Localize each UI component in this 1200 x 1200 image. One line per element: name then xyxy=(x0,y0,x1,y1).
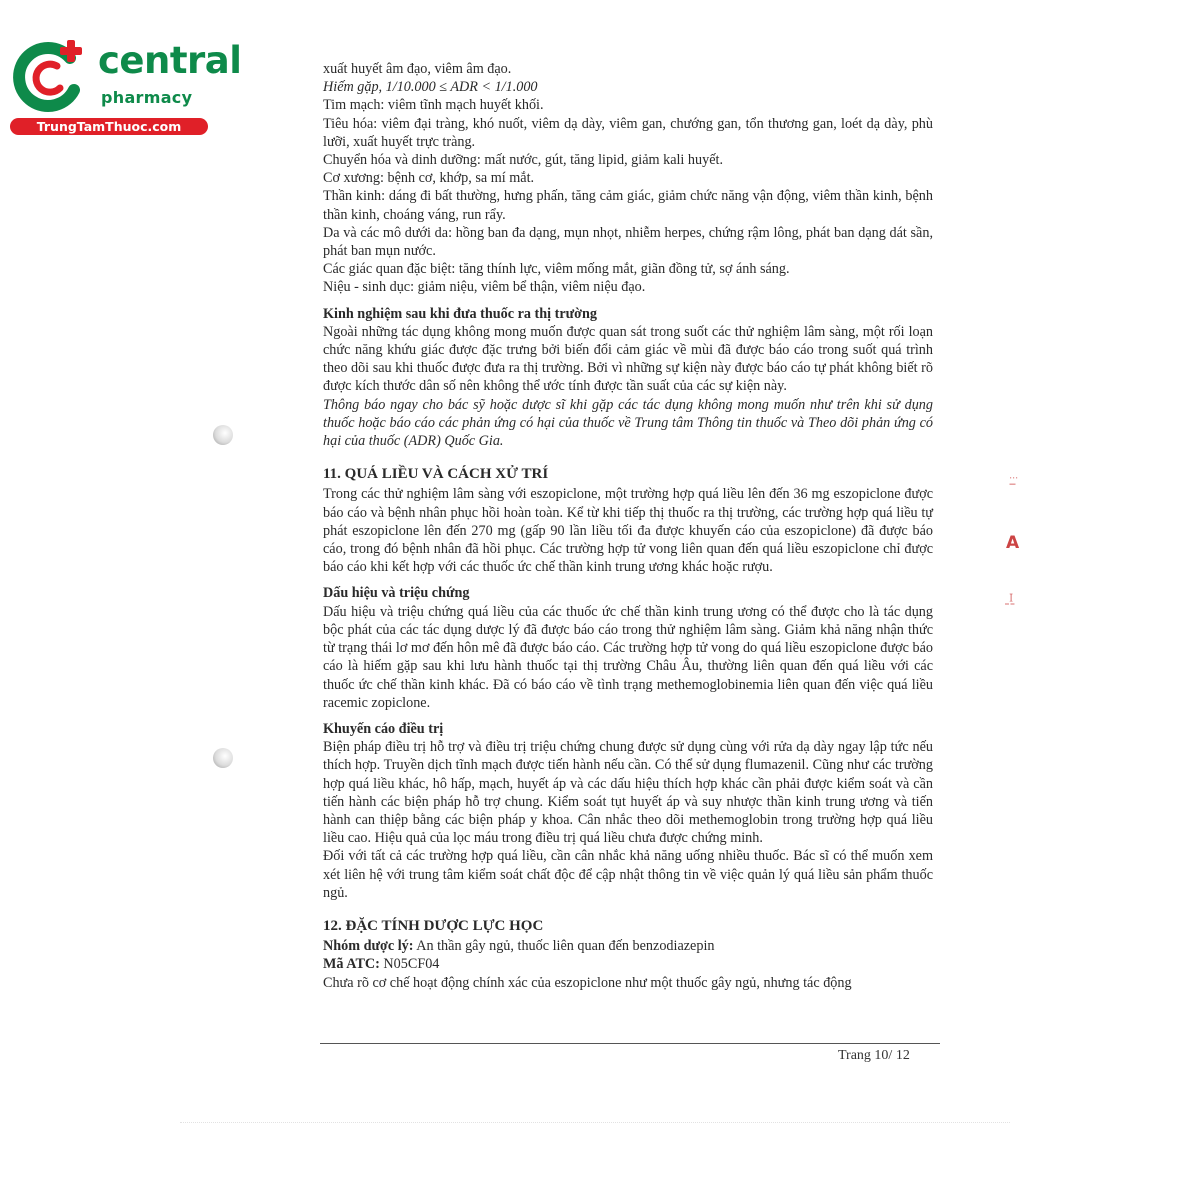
subheading-postmarket: Kinh nghiệm sau khi đưa thuốc ra thị trường xyxy=(323,305,598,322)
paragraph: Biện pháp điều trị hỗ trợ và điều trị triệu chứng chung được sử dụng cùng với rửa dạ dày ngay lập tức nếu thích hợp. Truyền dịch tĩnh mạch được tiến hành nếu cần. Có thể sử dụng flumazenil. Cũng như các trường hợp quá liều khác, hô hấp, mạch, huyết áp và các dấu hiệu thích hợp khác cần phải được kiểm soát và cần tiến hành các biện pháp hỗ trợ chung. Kiểm soát tụt huyết áp và suy nhược thần kinh trung ương và tiến hành can thiệp bằng các biện pháp y khoa. Cân nhắc theo dõi methemoglobin trong trường hợp quá liều liều cao. Hiệu quả của lọc máu trong điều trị quá liều chưa được chứng minh. xyxy=(323,739,933,847)
paragraph: Niệu - sinh dục: giảm niệu, viêm bể thận, viêm niệu đạo. xyxy=(323,279,646,296)
frequency-heading: Hiếm gặp, 1/10.000 ≤ ADR < 1/1.000 xyxy=(323,79,538,96)
paragraph: Chuyển hóa và dinh dưỡng: mất nước, gút, tăng lipid, giảm kali huyết. xyxy=(323,152,723,169)
subheading-treatment: Khuyến cáo điều trị xyxy=(323,720,444,737)
paragraph: Dấu hiệu và triệu chứng quá liều của các thuốc ức chế thần kinh trung ương có thể được cho là tác dụng bộc phát của các tác dụng dược lý đã được báo cáo trong thử nghiệm lâm sàng. Giảm khả năng nhận thức từ trạng thái lơ mơ đến hôn mê đã được báo cáo. Các trường hợp tử vong do quá liều eszopiclone được báo cáo là hiếm gặp sau khi lưu hành thuốc tại thị trường Châu Âu, thường liên quan đến quá liều với các thuốc ức chế thần kinh khác. Đã có báo cáo về tình trạng methemoglobinemia liên quan đến việc quá liều racemic zopiclone. xyxy=(323,603,933,711)
subheading-signs: Dấu hiệu và triệu chứng xyxy=(323,585,470,602)
document-body xyxy=(323,60,933,992)
paragraph: Trong các thử nghiệm lâm sàng với eszopiclone, một trường hợp quá liều lên đến 36 mg eszopiclone được báo cáo và bệnh nhân phục hồi hoàn toàn. Kể từ khi tiếp thị thuốc ra thị trường, các trường hợp quá liều tự phát eszopiclone lên đến 270 mg (gấp 90 lần liều tối đa được khuyến cáo của eszopiclone) đã được báo cáo, trong đó bệnh nhân đã hồi phục. Các trường hợp tử vong liên quan đến quá liều eszopiclone chỉ được báo cáo khi kết hợp với các thuốc ức chế thần kinh trung ương khác hoặc rượu. xyxy=(323,486,933,576)
margin-mark-2: A xyxy=(1006,533,1020,553)
paragraph: Đối với tất cả các trường hợp quá liều, cần cân nhắc khả năng uống nhiều thuốc. Bác sĩ có thể muốn xem xét liên hệ với trung tâm kiểm soát chất độc để cập nhật thông tin về việc quản lý quá liều sản phẩm thuốc ngủ. xyxy=(323,848,933,901)
atc-value: N05CF04 xyxy=(379,956,440,973)
central-pharmacy-logo-icon xyxy=(10,38,88,116)
pharmacological-group xyxy=(323,937,933,955)
brand-logo xyxy=(10,38,242,138)
paragraph: xuất huyết âm đạo, viêm âm đạo. xyxy=(323,61,512,77)
section-heading-12: 12. ĐẶC TÍNH DƯỢC LỰC HỌC xyxy=(323,917,544,934)
paragraph: Da và các mô dưới da: hồng ban đa dạng, mụn nhọt, nhiễm herpes, chứng rậm lông, phát ban dạng dát sần, phát ban mụn nước. xyxy=(323,224,933,260)
paragraph: Các giác quan đặc biệt: tăng thính lực, viêm mống mắt, giãn đồng tử, sợ ánh sáng. xyxy=(323,261,790,278)
paragraph: Thần kinh: dáng đi bất thường, hưng phấn, tăng cảm giác, giảm chức năng vận động, viêm thần kinh, bệnh thần kinh, choáng váng, run rẩy. xyxy=(323,188,933,223)
adr-notice: Thông báo ngay cho bác sỹ hoặc dược sĩ khi gặp các tác dụng không mong muốn như trên khi sử dụng thuốc hoặc báo cáo các phản ứng có hại của thuốc về Trung tâm Thông tin thuốc và Theo dõi phản ứng có hại của thuốc (ADR) Quốc Gia. xyxy=(323,396,933,450)
paragraph: Ngoài những tác dụng không mong muốn được quan sát trong suốt các thử nghiệm lâm sàng, một rối loạn chức năng khứu giác được đặc trưng bởi biến đổi cảm giác về mùi đã được báo cáo trong suốt quá trình theo dõi sau khi thuốc được đưa ra thị trường. Bởi vì những sự kiện này được báo cáo tự phát không biết rõ được kích thước dân số nên không thể ước tính được tần suất của các sự kiện này. xyxy=(323,323,933,395)
brand-subtitle: pharmacy xyxy=(101,88,193,107)
section-heading-11: 11. QUÁ LIỀU VÀ CÁCH XỬ TRÍ xyxy=(323,466,549,483)
punch-hole-bottom xyxy=(213,748,233,768)
brand-name: central xyxy=(98,39,242,82)
group-value: An thần gây ngủ, thuốc liên quan đến benzodiazepin xyxy=(413,938,715,955)
margin-mark-1: ⫶ ı xyxy=(1006,476,1020,486)
atc-label: Mã ATC: xyxy=(323,956,380,973)
group-label: Nhóm dược lý: xyxy=(323,938,414,955)
brand-site-badge: TrungTamThuoc.com xyxy=(10,118,208,135)
paragraph: Cơ xương: bệnh cơ, khớp, sa mí mắt. xyxy=(323,170,535,187)
paragraph: Tiêu hóa: viêm đại tràng, khó nuốt, viêm dạ dày, viêm gan, chướng gan, tổn thương gan, loét dạ dày, phù lưỡi, xuất huyết trực tràng. xyxy=(323,115,933,150)
margin-mark-3: ꟷ¦ xyxy=(1003,593,1017,606)
paragraph: Tim mạch: viêm tĩnh mạch huyết khối. xyxy=(323,97,544,114)
footer-rule xyxy=(320,1043,940,1044)
scan-artifact-line xyxy=(180,1122,1010,1124)
page-number: Trang 10/ 12 xyxy=(838,1048,910,1063)
atc-code xyxy=(323,955,933,973)
paragraph: Chưa rõ cơ chế hoạt động chính xác của eszopiclone như một thuốc gây ngủ, nhưng tác động xyxy=(323,974,852,991)
punch-hole-top xyxy=(213,425,233,445)
